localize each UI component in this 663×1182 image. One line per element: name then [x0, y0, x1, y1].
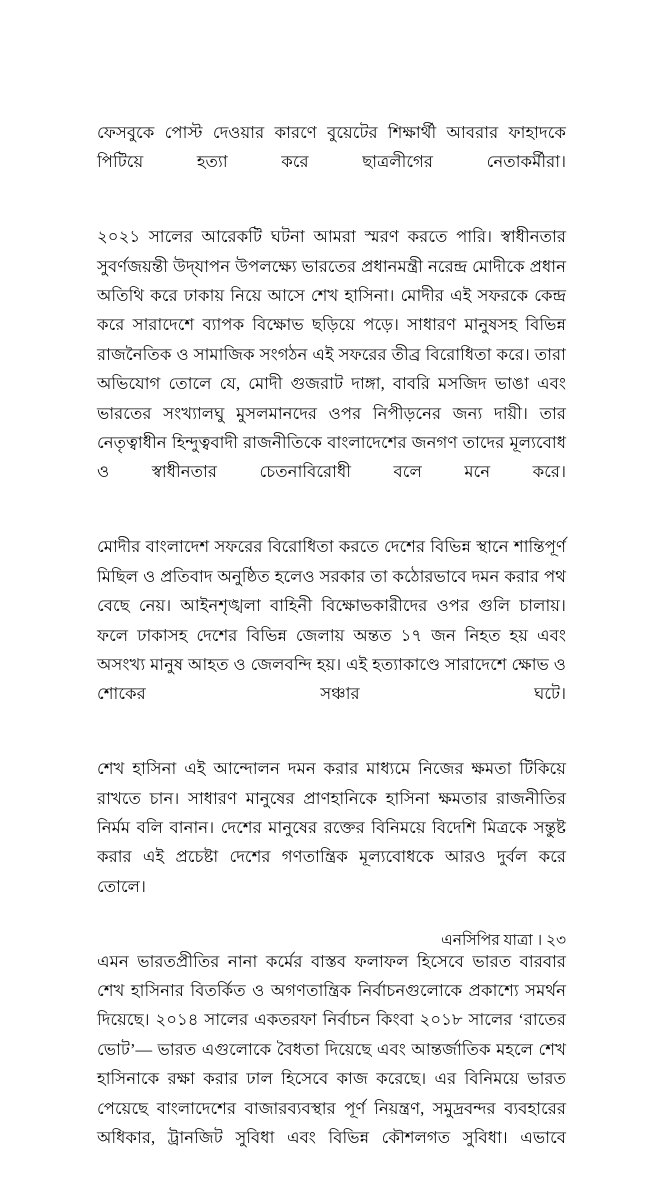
page-text-block — [97, 118, 566, 1182]
paragraph: শেখ হাসিনা এই আন্দোলন দমন করার মাধ্যমে নিজের ক্ষমতা টিকিয়ে রাখতে চান। সাধারণ মানুষের প্রাণহানিকে হাসিনা ক্ষমতার রাজনীতির নির্মম বলি বানান। দেশের মানুষের রক্তের বিনিময়ে বিদেশি মিত্রকে সন্তুষ্ট করার এই প্রচেষ্টা দেশের গণতান্ত্রিক মূল্যবোধকে আরও দুর্বল করে তোলে। — [97, 759, 566, 896]
page-footer: এনসিপির যাত্রা । ২৩ — [441, 932, 566, 949]
paragraph: ২০২১ সালের আরেকটি ঘটনা আমরা স্মরণ করতে পারি। স্বাধীনতার সুবর্ণজয়ন্তী উদ্‌যাপন উপলক্ষ্যে ভারতের প্রধানমন্ত্রী নরেন্দ্র মোদীকে প্রধান অতিথি করে ঢাকায় নিয়ে আসে শেখ হাসিনা। মোদীর এই সফরকে কেন্দ্র করে সারাদেশে ব্যাপক বিক্ষোভ ছড়িয়ে পড়ে। সাধারণ মানুষসহ বিভিন্ন রাজনৈতিক ও সামাজিক সংগঠন এই সফরের তীব্র বিরোধিতা করে। তারা অভিযোগ তোলে যে, মোদী গুজরাট দাঙ্গা, বাবরি মসজিদ ভাঙা এবং ভারতের সংখ্যালঘু মুসলমানদের ওপর নিপীড়নের জন্য দায়ী। তার নেতৃত্বাধীন হিন্দুত্ববাদী রাজনীতিকে বাংলাদেশের জনগণ তাদের মূল্যবোধ ও স্বাধীনতার চেতনাবিরোধী বলে মনে করে। — [97, 227, 566, 482]
paragraph: এমন ভারতপ্রীতির নানা কর্মের বাস্তব ফলাফল হিসেবে ভারত বারবার শেখ হাসিনার বিতর্কিত ও অগণতান্ত্রিক নির্বাচনগুলোকে প্রকাশ্যে সমর্থন দিয়েছে। ২০১৪ সালের একতরফা নির্বাচন কিংবা ২০১৮ সালের ‘রাতের ভোট’— ভারত এগুলোকে বৈধতা দিয়েছে এবং আন্তর্জাতিক মহলে শেখ হাসিনাকে রক্ষা করার ঢাল হিসেবে কাজ করেছে। এর বিনিময়ে ভারত পেয়েছে বাংলাদেশের বাজারব্যবস্থার পূর্ণ নিয়ন্ত্রণ, সমুদ্রবন্দর ব্যবহারের অধিকার, ট্রানজিট সুবিধা এবং বিভিন্ন কৌশলগত সুবিধা। এভাবে — [97, 951, 566, 1147]
paragraph: মোদীর বাংলাদেশ সফরের বিরোধিতা করতে দেশের বিভিন্ন স্থানে শান্তিপূর্ণ মিছিল ও প্রতিবাদ অনুষ্ঠিত হলেও সরকার তা কঠোরভাবে দমন করার পথ বেছে নেয়। আইনশৃঙ্খলা বাহিনী বিক্ষোভকারীদের ওপর গুলি চালায়। ফলে ঢাকাসহ দেশের বিভিন্ন জেলায় অন্তত ১৭ জন নিহত হয় এবং অসংখ্য মানুষ আহত ও জেলবন্দি হয়। এই হত্যাকাণ্ডে সারাদেশে ক্ষোভ ও শোকের সঞ্চার ঘটে। — [97, 537, 566, 704]
paragraph: ফেসবুকে পোস্ট দেওয়ার কারণে বুয়েটের শিক্ষার্থী আবরার ফাহাদকে পিটিয়ে হত্যা করে ছাত্রলীগের নেতাকর্মীরা। — [97, 123, 566, 172]
